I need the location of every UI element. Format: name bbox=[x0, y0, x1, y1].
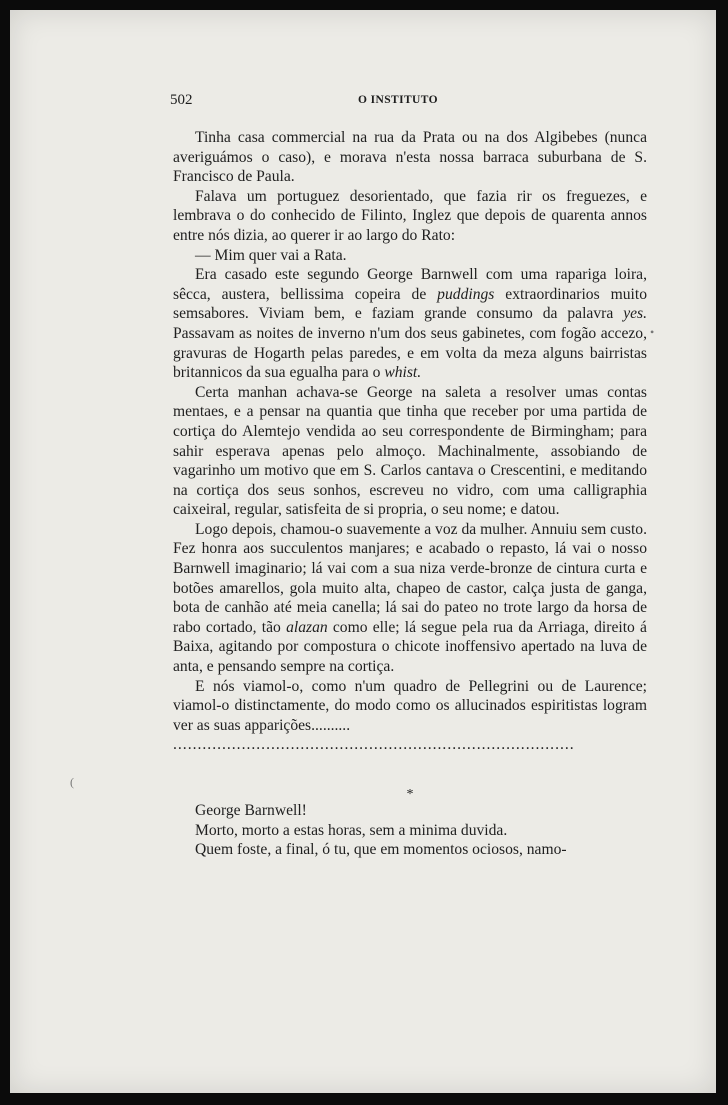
section-separator: * bbox=[406, 787, 414, 802]
text-run: Quem foste, a final, ó tu, que em momentos ociosos, namo- bbox=[195, 841, 567, 859]
italic-run: whist. bbox=[384, 364, 422, 382]
paragraph bbox=[173, 840, 647, 860]
paragraph bbox=[173, 520, 647, 677]
text-run: como elle; lá segue pela rua da Arriaga, direito á Baixa, agitando por compostura o chicote inoffensivo apertado na luva de anta, e pensando sempre na cortiça. bbox=[173, 618, 647, 676]
text-run: E nós viamol-o, como n'um quadro de Pellegrini ou de Laurence; viamol-o distinctamente, do modo como os allucinados espiritistas logram ver as suas apparições.......... bbox=[173, 677, 647, 734]
text-run: Passavam as noites de inverno n'um dos seus gabinetes, com fogão accezo, gravuras de Hogarth pelas paredes, e em volta da meza alguns bairristas britannicos da sua egualha para o bbox=[173, 324, 647, 382]
paragraph bbox=[173, 677, 647, 736]
text-run: Logo depois, chamou-o suavemente a voz da mulher. Annuiu sem custo. Fez honra aos succulentos manjares; e acabado o repasto, lá vai o nosso Barnwell imaginario; lá vai com a sua niza verde-bronze de cintura curta e botões amarellos, gola muito alta, chapeo de castor, calça justa de ganga, bota de canhão até meia canella; lá sai do pateo no trote largo da horsa de rabo cortado, tão bbox=[173, 520, 647, 636]
margin-speck: • bbox=[650, 325, 655, 339]
text-run: George Barnwell! bbox=[195, 802, 307, 819]
text-run: Morto, morto a estas horas, sem a minima duvida. bbox=[195, 821, 508, 839]
running-title: O INSTITUTO bbox=[358, 94, 438, 106]
paragraph bbox=[173, 265, 647, 383]
closing-paragraphs bbox=[173, 801, 647, 860]
paragraph-list bbox=[173, 128, 647, 735]
italic-run: yes. bbox=[623, 305, 647, 323]
italic-run: alazan bbox=[286, 618, 328, 636]
italic-run: puddings bbox=[437, 285, 495, 303]
margin-tick: ( bbox=[70, 775, 74, 789]
paragraph bbox=[173, 383, 647, 520]
text-run: Era casado este segundo George Barnwell com uma rapariga loira, sêcca, austera, bellissima copeira de bbox=[173, 266, 647, 303]
text-run: extraordinarios muito semsabores. Viviam bem, e faziam grande consumo da palavra bbox=[173, 285, 647, 323]
text-run: — Mim quer vai a Rata. bbox=[195, 246, 347, 264]
paragraph bbox=[173, 801, 647, 821]
page-number: 502 bbox=[170, 92, 193, 108]
book-page bbox=[10, 10, 716, 1093]
paragraph bbox=[173, 128, 647, 187]
paragraph bbox=[173, 187, 647, 246]
paragraph bbox=[173, 821, 647, 841]
page-header bbox=[170, 92, 650, 116]
text-run: Certa manhan achava-se George na saleta a resolver umas contas mentaes, e a pensar na quantia que tinha que receber por uma partida de cortiça do Alemtejo vendida ao seu correspondente de Birmingham; para sahir esperava apenas pelo almoço. Machinalmente, assobiando de vagarinho um motivo que em S. Carlos cantava o Crescentini, e meditando na cortiça dos seus sonhos, escreveu no vidro, com uma calligraphia caixeiral, regular, satisfeita de si propria, o seu nome; e datou. bbox=[173, 383, 647, 519]
body-text bbox=[173, 128, 647, 860]
text-run: Tinha casa commercial na rua da Prata ou na dos Algibebes (nunca averiguámos o caso), e morava n'esta nossa barraca suburbana de S. Francisco de Paula. bbox=[173, 129, 647, 186]
paragraph bbox=[173, 246, 647, 266]
dotted-line: .................................................................................. bbox=[173, 736, 575, 754]
text-run: Falava um portuguez desorientado, que fazia rir os freguezes, e lembrava o do conhecido de Filinto, Inglez que depois de quarenta annos entre nós dizia, ao querer ir ao largo do Rato: bbox=[173, 187, 647, 244]
